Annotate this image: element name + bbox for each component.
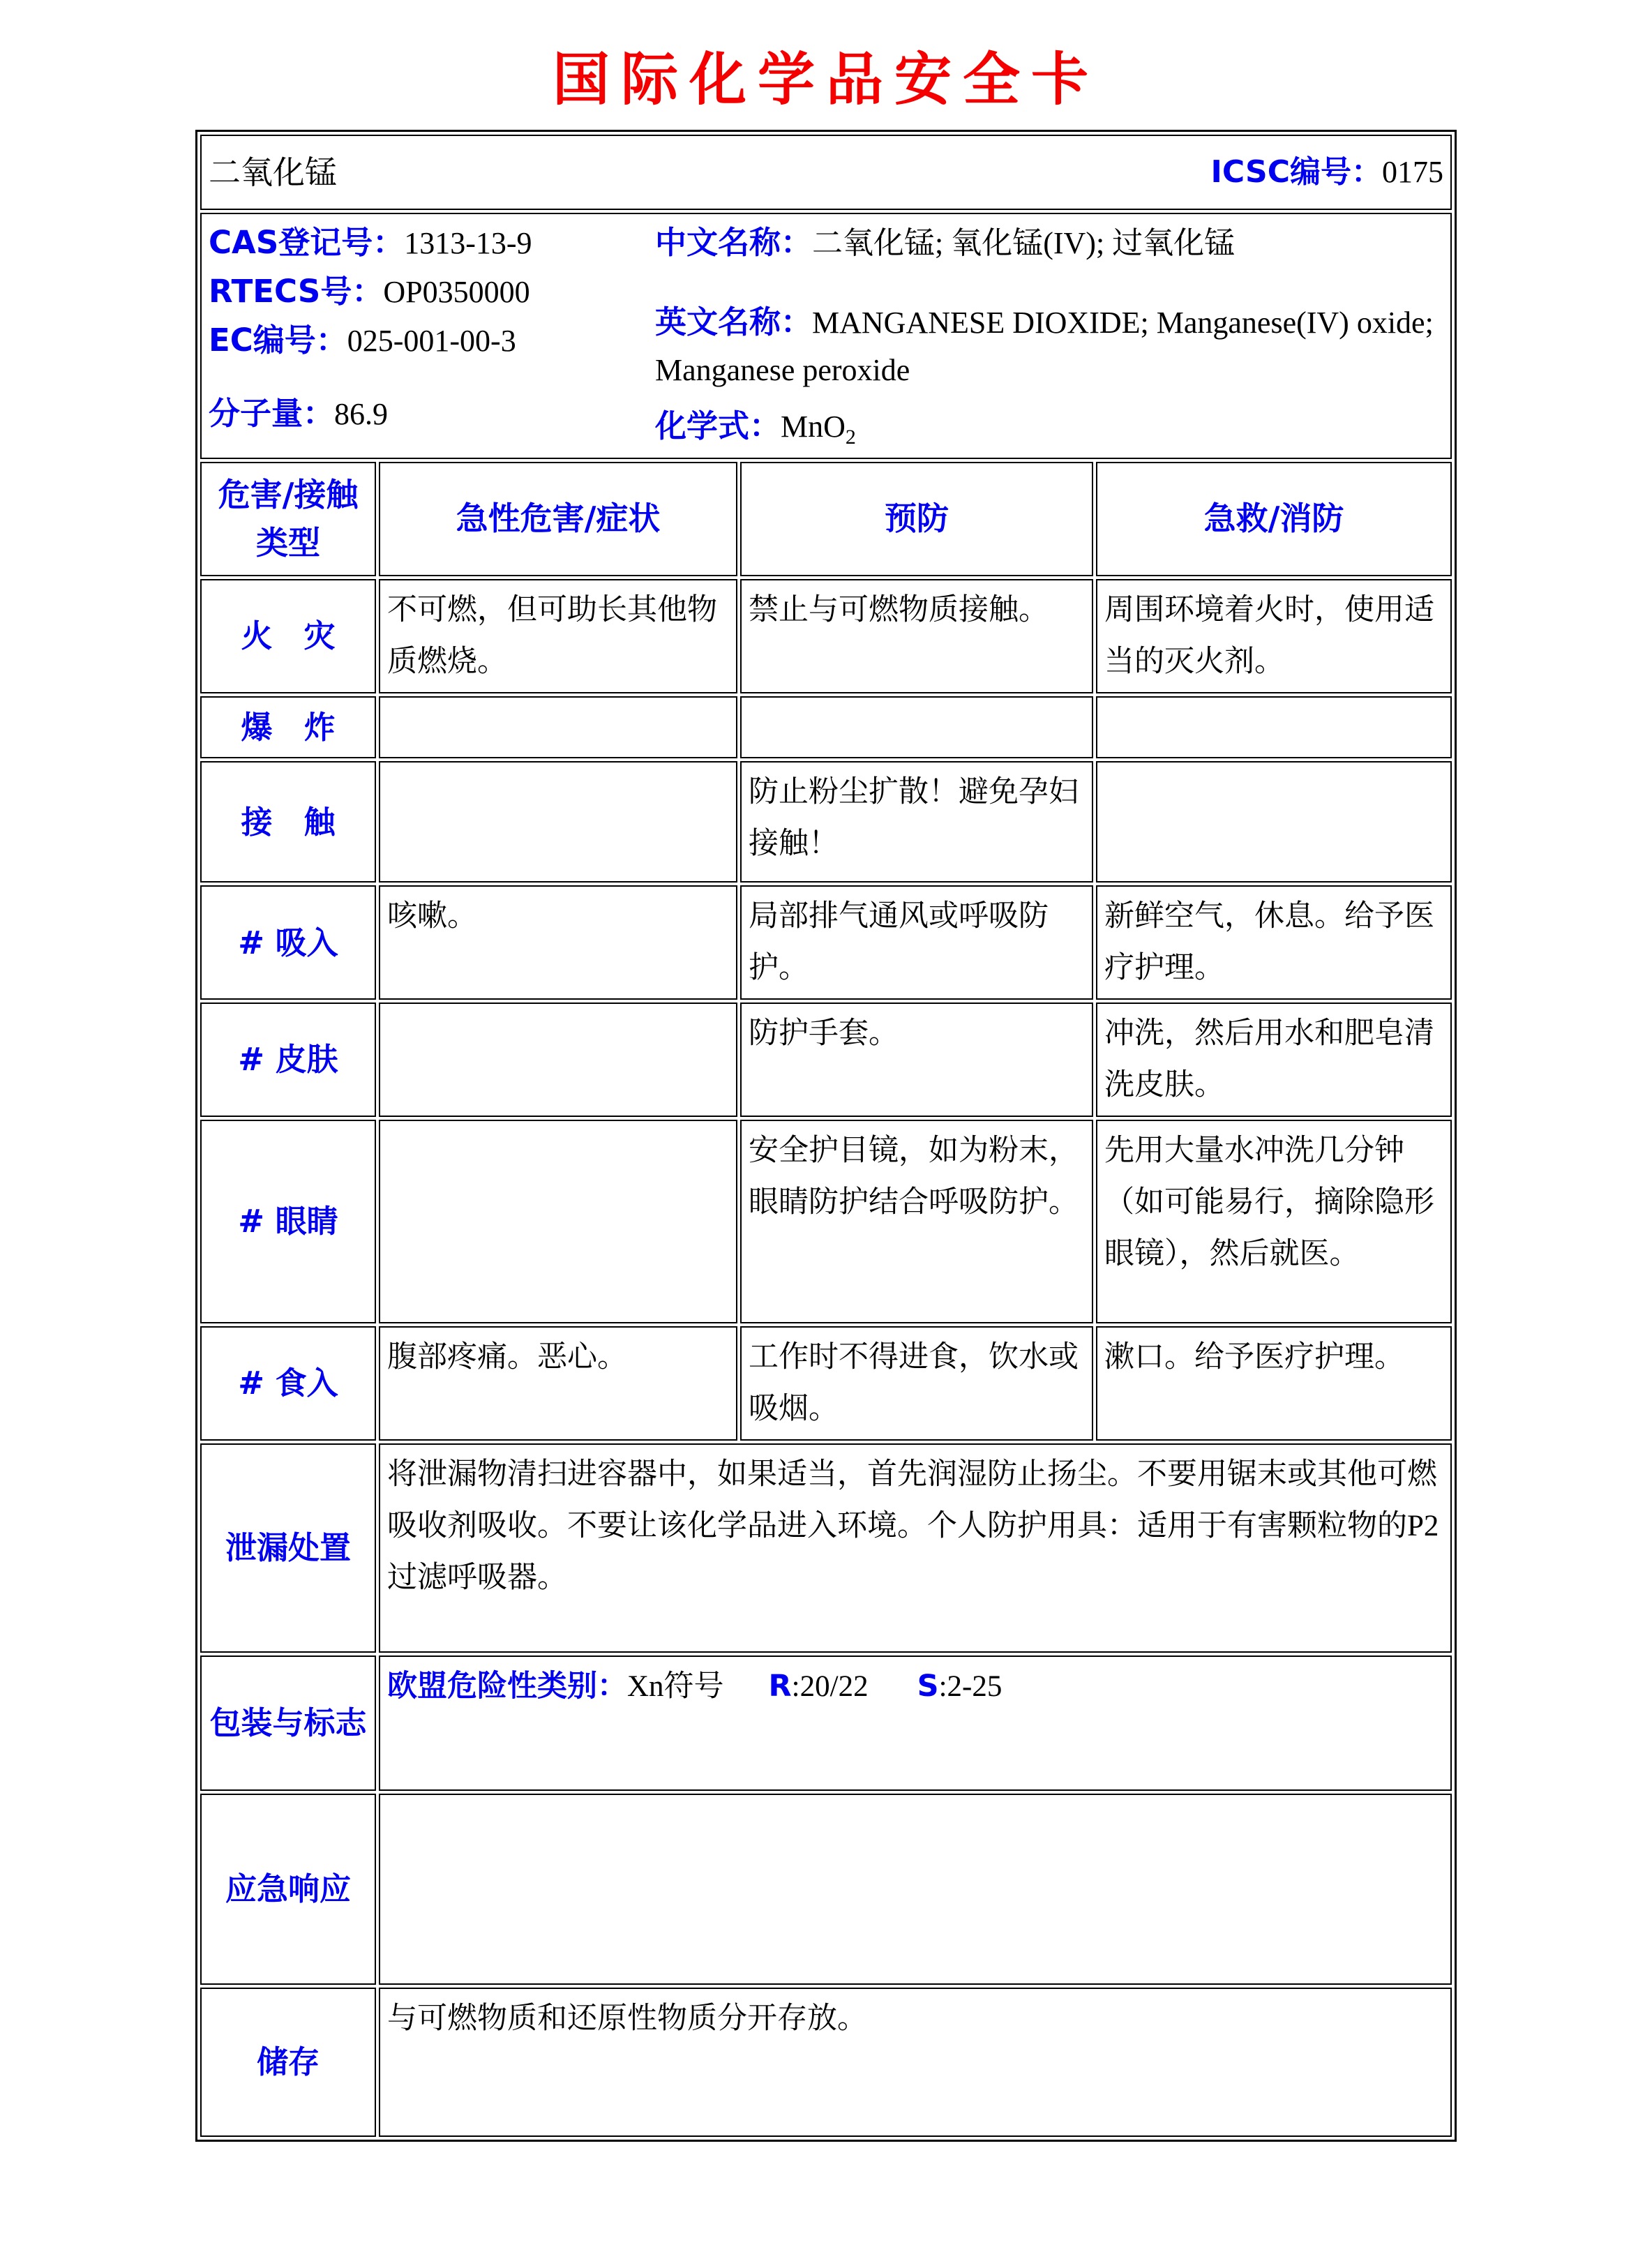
- row-label-emergency: 应急响应: [200, 1794, 376, 1985]
- header-prevention: 预防: [740, 462, 1093, 576]
- section-row-storage: [200, 1988, 1452, 2137]
- identifiers-cell: [200, 213, 1452, 459]
- hazard-row-skin: [200, 1003, 1452, 1117]
- skin-symptoms-cell: [379, 1003, 737, 1117]
- row-label-skin: # 皮肤: [200, 1003, 376, 1117]
- eyes-prevention-cell: 安全护目镜，如为粉末，眼睛防护结合呼吸防护。: [740, 1120, 1093, 1323]
- ingestion-prevention-cell: 工作时不得进食，饮水或吸烟。: [740, 1326, 1093, 1441]
- hazard-row-exposure: [200, 761, 1452, 883]
- formula-label: 化学式：: [654, 407, 781, 444]
- header-symptoms: 急性危害/症状: [379, 462, 737, 576]
- explosion-symptoms-cell: [379, 696, 737, 758]
- inhalation-first-aid-cell: 新鲜空气，休息。给予医疗护理。: [1096, 885, 1452, 1000]
- inhalation-symptoms-cell: 咳嗽。: [379, 885, 737, 1000]
- section-row-emergency: [200, 1794, 1452, 1985]
- section-row-spill: [200, 1443, 1452, 1653]
- chinese-name-label: 中文名称：: [654, 224, 812, 262]
- section-row-packaging: [200, 1655, 1452, 1791]
- mw-label: 分子量：: [208, 394, 334, 432]
- row-label-inhalation: # 吸入: [200, 885, 376, 1000]
- rtecs-label: RTECS号：: [208, 273, 384, 310]
- eyes-first-aid-cell: 先用大量水冲洗几分钟（如可能易行，摘除隐形眼镜），然后就医。: [1096, 1120, 1452, 1323]
- fire-first-aid-cell: 周围环境着火时，使用适当的灭火剂。: [1096, 579, 1452, 693]
- ingestion-symptoms-cell: 腹部疼痛。恶心。: [379, 1326, 737, 1441]
- skin-first-aid-cell: 冲洗，然后用水和肥皂清洗皮肤。: [1096, 1003, 1452, 1117]
- r-phrase-label: R: [768, 1668, 792, 1704]
- exposure-symptoms-cell: [379, 761, 737, 883]
- row-label-fire: 火 灾: [200, 579, 376, 693]
- exposure-prevention-cell: 防止粉尘扩散！避免孕妇接触！: [740, 761, 1093, 883]
- header-hazard-type: 危害/接触类型: [200, 462, 376, 576]
- row-label-explosion: 爆 炸: [200, 696, 376, 758]
- eu-class-value: Xn符号: [626, 1669, 724, 1703]
- fire-prevention-cell: 禁止与可燃物质接触。: [740, 579, 1093, 693]
- identifiers-right-column: [655, 218, 1443, 453]
- hazard-row-explosion: [200, 696, 1452, 758]
- cas-value: 1313-13-9: [404, 226, 532, 261]
- eyes-symptoms-cell: [379, 1120, 737, 1323]
- fire-symptoms-cell: 不可燃，但可助长其他物质燃烧。: [379, 579, 737, 693]
- icsc-card-table: [195, 130, 1457, 2142]
- s-phrase-label: S: [917, 1668, 939, 1704]
- formula-value: MnO$_2$: [781, 409, 856, 449]
- exposure-first-aid-cell: [1096, 761, 1452, 883]
- emergency-content-cell: [379, 1794, 1452, 1985]
- row-label-packaging: 包装与标志: [200, 1655, 376, 1791]
- spill-content-cell: 将泄漏物清扫进容器中，如果适当，首先润湿防止扬尘。不要用锯末或其他可燃吸收剂吸收。不要让该化学品进入环境。个人防护用具：适用于有害颗粒物的P2过滤呼吸器。: [379, 1443, 1452, 1653]
- english-name-line: [655, 298, 1443, 394]
- cas-label: CAS登记号：: [208, 224, 405, 262]
- hazard-row-eyes: [200, 1120, 1452, 1323]
- icsc-number-group: [1211, 146, 1443, 199]
- title-row: [200, 135, 1452, 210]
- row-label-spill: 泄漏处置: [200, 1443, 376, 1653]
- explosion-prevention-cell: [740, 696, 1093, 758]
- s-phrase-value: :2-25: [938, 1669, 1003, 1703]
- skin-prevention-cell: 防护手套。: [740, 1003, 1093, 1117]
- header-first-aid: 急救/消防: [1096, 462, 1452, 576]
- eu-hazard-class-line: [387, 1661, 1443, 1713]
- eu-class-label: 欧盟危险性类别：: [386, 1668, 627, 1704]
- identifiers-row: [200, 213, 1452, 459]
- ec-number-line: [209, 316, 655, 365]
- ec-value: 025-001-00-3: [347, 324, 516, 359]
- row-label-eyes: # 眼睛: [200, 1120, 376, 1323]
- formula-line: [655, 402, 1443, 453]
- rtecs-number-line: [209, 267, 655, 316]
- icsc-number: 0175: [1382, 155, 1444, 190]
- hazard-header-row: [200, 462, 1452, 576]
- r-phrase-value: :20/22: [791, 1669, 869, 1703]
- cas-number-line: [209, 218, 655, 267]
- chinese-name-line: [655, 218, 1443, 267]
- hazard-row-inhalation: [200, 885, 1452, 1000]
- row-label-ingestion: # 食入: [200, 1326, 376, 1441]
- page-title: 国际化学品安全卡: [552, 47, 1099, 113]
- title-row-cell: [200, 135, 1452, 210]
- packaging-content-cell: [379, 1655, 1452, 1791]
- english-name-label: 英文名称：: [654, 303, 812, 341]
- storage-content-cell: 与可燃物质和还原性物质分开存放。: [379, 1988, 1452, 2137]
- substance-name: 二氧化锰: [208, 154, 337, 190]
- ingestion-first-aid-cell: 漱口。给予医疗护理。: [1096, 1326, 1452, 1441]
- identifiers-left-column: [209, 218, 655, 453]
- inhalation-prevention-cell: 局部排气通风或呼吸防护。: [740, 885, 1093, 1000]
- rtecs-value: OP0350000: [383, 275, 530, 310]
- english-name-value: MANGANESE DIOXIDE; Manganese(IV) oxide; Manganese peroxide: [654, 306, 1434, 388]
- hazard-row-ingestion: [200, 1326, 1452, 1441]
- chinese-name-value: 二氧化锰; 氧化锰(IV); 过氧化锰: [812, 226, 1236, 261]
- row-label-storage: 储存: [200, 1988, 376, 2137]
- mw-value: 86.9: [334, 396, 388, 431]
- hazard-row-fire: [200, 579, 1452, 693]
- ec-label: EC编号：: [208, 322, 347, 359]
- row-label-exposure: 接 触: [200, 761, 376, 883]
- explosion-first-aid-cell: [1096, 696, 1452, 758]
- molecular-weight-line: [209, 389, 655, 438]
- icsc-label: ICSC编号：: [1210, 154, 1383, 190]
